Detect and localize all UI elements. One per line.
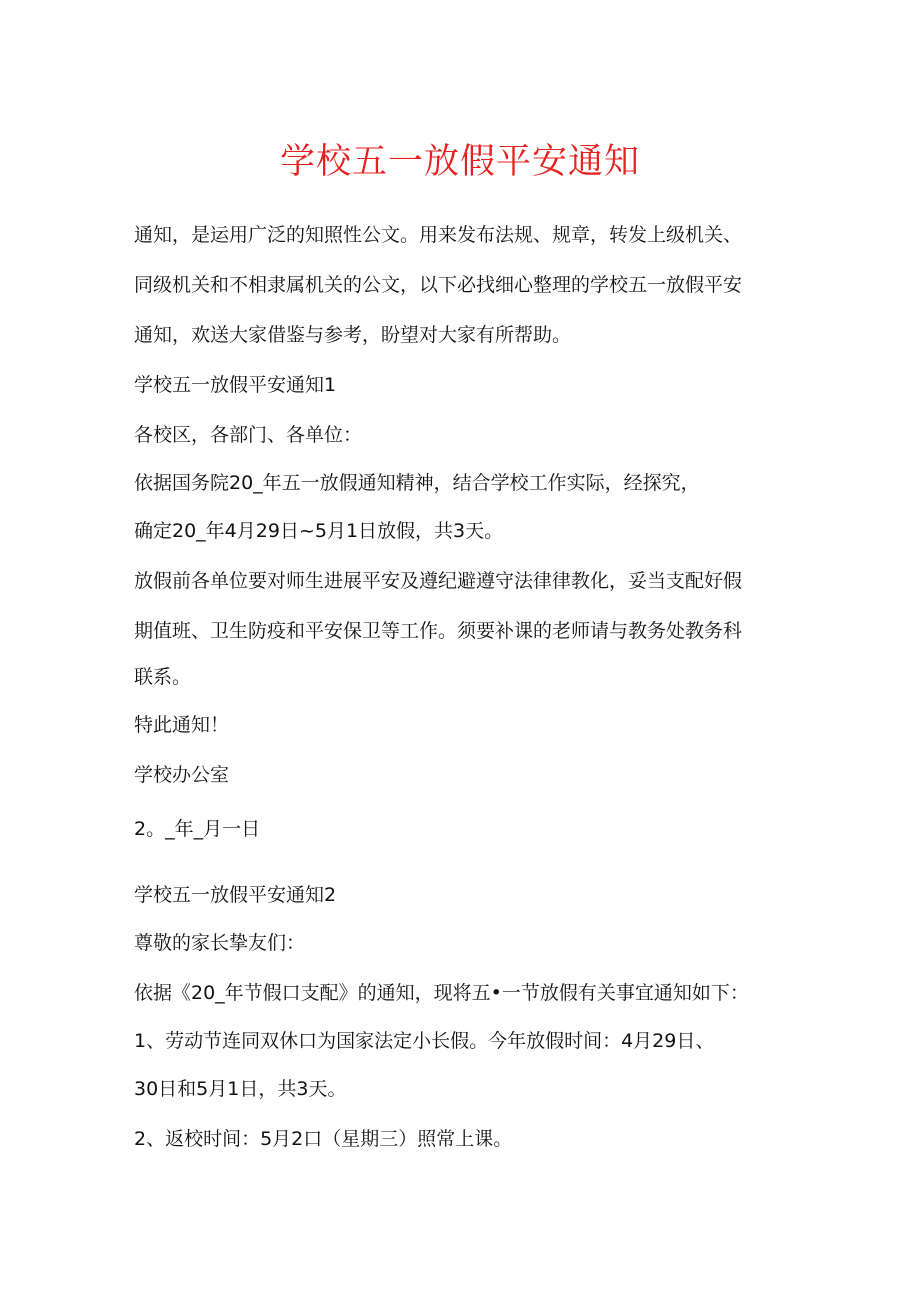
closing-line: 特此通知！ [134, 714, 230, 736]
section-heading: 学校五一放假平安通知2 [134, 884, 337, 906]
paragraph-line: 通知，是运用广泛的知照性公文。用来发布法规、规章，转发上级机关、 [134, 224, 743, 246]
paragraph-line: 依据《20_年节假口支配》的通知，现将五•一节放假有关事宜通知如下： [134, 982, 749, 1004]
paragraph-line: 放假前各单位要对师生进展平安及遵纪避遵守法律律教化，妥当支配好假 [134, 570, 743, 592]
paragraph-line: 期值班、卫生防疫和平安保卫等工作。须要补课的老师请与教务处教务科 [134, 620, 743, 642]
signature-office: 学校办公室 [134, 764, 230, 786]
list-item: 2、返校时间：5月2口（星期三）照常上课。 [134, 1128, 513, 1150]
paragraph-line: 联系。 [134, 666, 192, 688]
signature-date: 2。_年_月一日 [134, 818, 261, 840]
section-heading: 学校五一放假平安通知1 [134, 374, 337, 396]
salutation: 尊敬的家长挚友们： [134, 932, 306, 954]
salutation: 各校区，各部门、各单位： [134, 424, 363, 446]
list-item: 1、劳动节连同双休口为国家法定小长假。今年放假时间：4月29日、 [134, 1030, 715, 1052]
paragraph-line: 通知，欢送大家借鉴与参考，盼望对大家有所帮助。 [134, 324, 572, 346]
paragraph-line: 依据国务院20_年五一放假通知精神，结合学校工作实际，经探究， [134, 472, 700, 494]
paragraph-line: 同级机关和不相隶属机关的公文，以下必找细心整理的学校五一放假平安 [134, 274, 743, 296]
paragraph-line: 确定20_年4月29日~5月1日放假，共3天。 [134, 520, 504, 542]
document-title: 学校五一放假平安通知 [279, 142, 640, 182]
list-item-continuation: 30日和5月1日，共3天。 [134, 1078, 347, 1100]
